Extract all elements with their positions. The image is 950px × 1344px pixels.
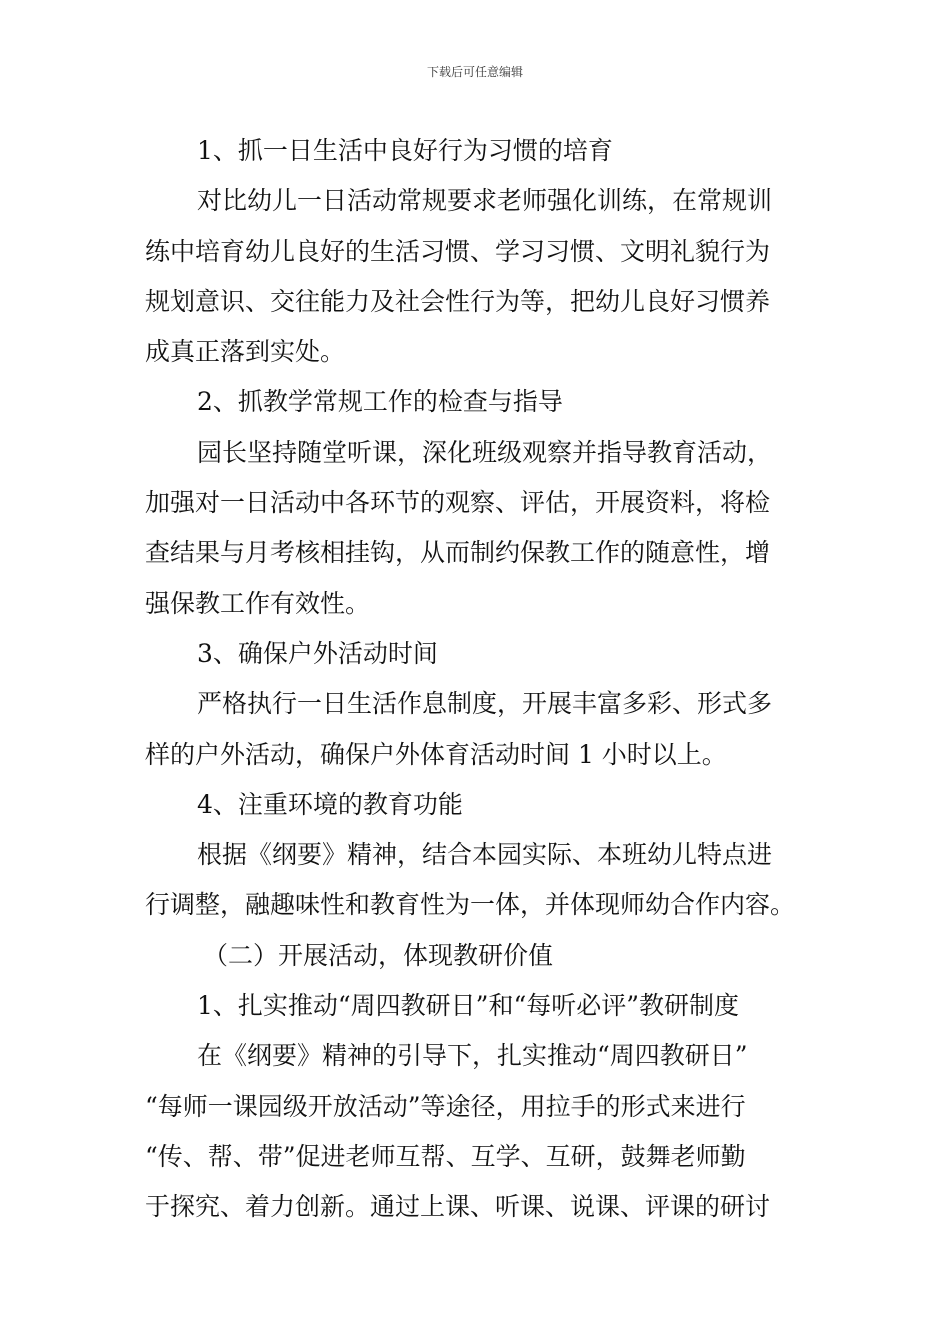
paragraph-line: 成真正落到实处。 — [145, 337, 346, 367]
paragraph-line: 根据《纲要》精神，结合本园实际、本班幼儿特点进 — [197, 840, 773, 870]
paragraph-line: 于探究、着力创新。通过上课、听课、说课、评课的研讨 — [145, 1192, 771, 1222]
paragraph-line: 园长坚持随堂听课，深化班级观察并指导教育活动， — [197, 437, 773, 467]
paragraph-line: 规划意识、交往能力及社会性行为等，把幼儿良好习惯养 — [145, 286, 771, 316]
page-header: 下载后可任意编辑 — [426, 65, 523, 79]
paragraph-line: 加强对一日活动中各环节的观察、评估，开展资料，将检 — [145, 488, 771, 518]
section-heading: 1、扎实推动“周四教研日”和“每听必评”教研制度 — [197, 991, 740, 1021]
paragraph-line: 练中培育幼儿良好的生活习惯、学习习惯、文明礼貌行为 — [145, 236, 771, 266]
section-heading: 3、确保户外活动时间 — [197, 638, 438, 668]
paragraph-line: 对比幼儿一日活动常规要求老师强化训练，在常规训 — [197, 186, 773, 216]
paragraph-line: 查结果与月考核相挂钩，从而制约保教工作的随意性，增 — [145, 538, 771, 568]
section-heading: 2、抓教学常规工作的检查与指导 — [197, 387, 563, 417]
section-heading: 1、抓一日生活中良好行为习惯的培育 — [197, 136, 613, 165]
paragraph-line: “每师一课园级开放活动”等途径，用拉手的形式来进行 — [145, 1091, 746, 1121]
paragraph-line: 在《纲要》精神的引导下，扎实推动“周四教研日” — [197, 1041, 748, 1071]
paragraph-line: 严格执行一日生活作息制度，开展丰富多彩、形式多 — [197, 689, 773, 719]
section-heading: 4、注重环境的教育功能 — [197, 789, 463, 819]
paragraph-line: 强保教工作有效性。 — [145, 588, 371, 618]
document-body — [145, 126, 813, 1233]
paragraph-line: 样的户外活动，确保户外体育活动时间 1 小时以上。 — [145, 739, 727, 769]
subsection-heading: （二）开展活动，体现教研价值 — [203, 940, 554, 970]
paragraph-line: 行调整，融趣味性和教育性为一体，并体现师幼合作内容。 — [145, 890, 796, 920]
paragraph-line: “传、帮、带”促进老师互帮、互学、互研，鼓舞老师勤 — [145, 1141, 746, 1171]
